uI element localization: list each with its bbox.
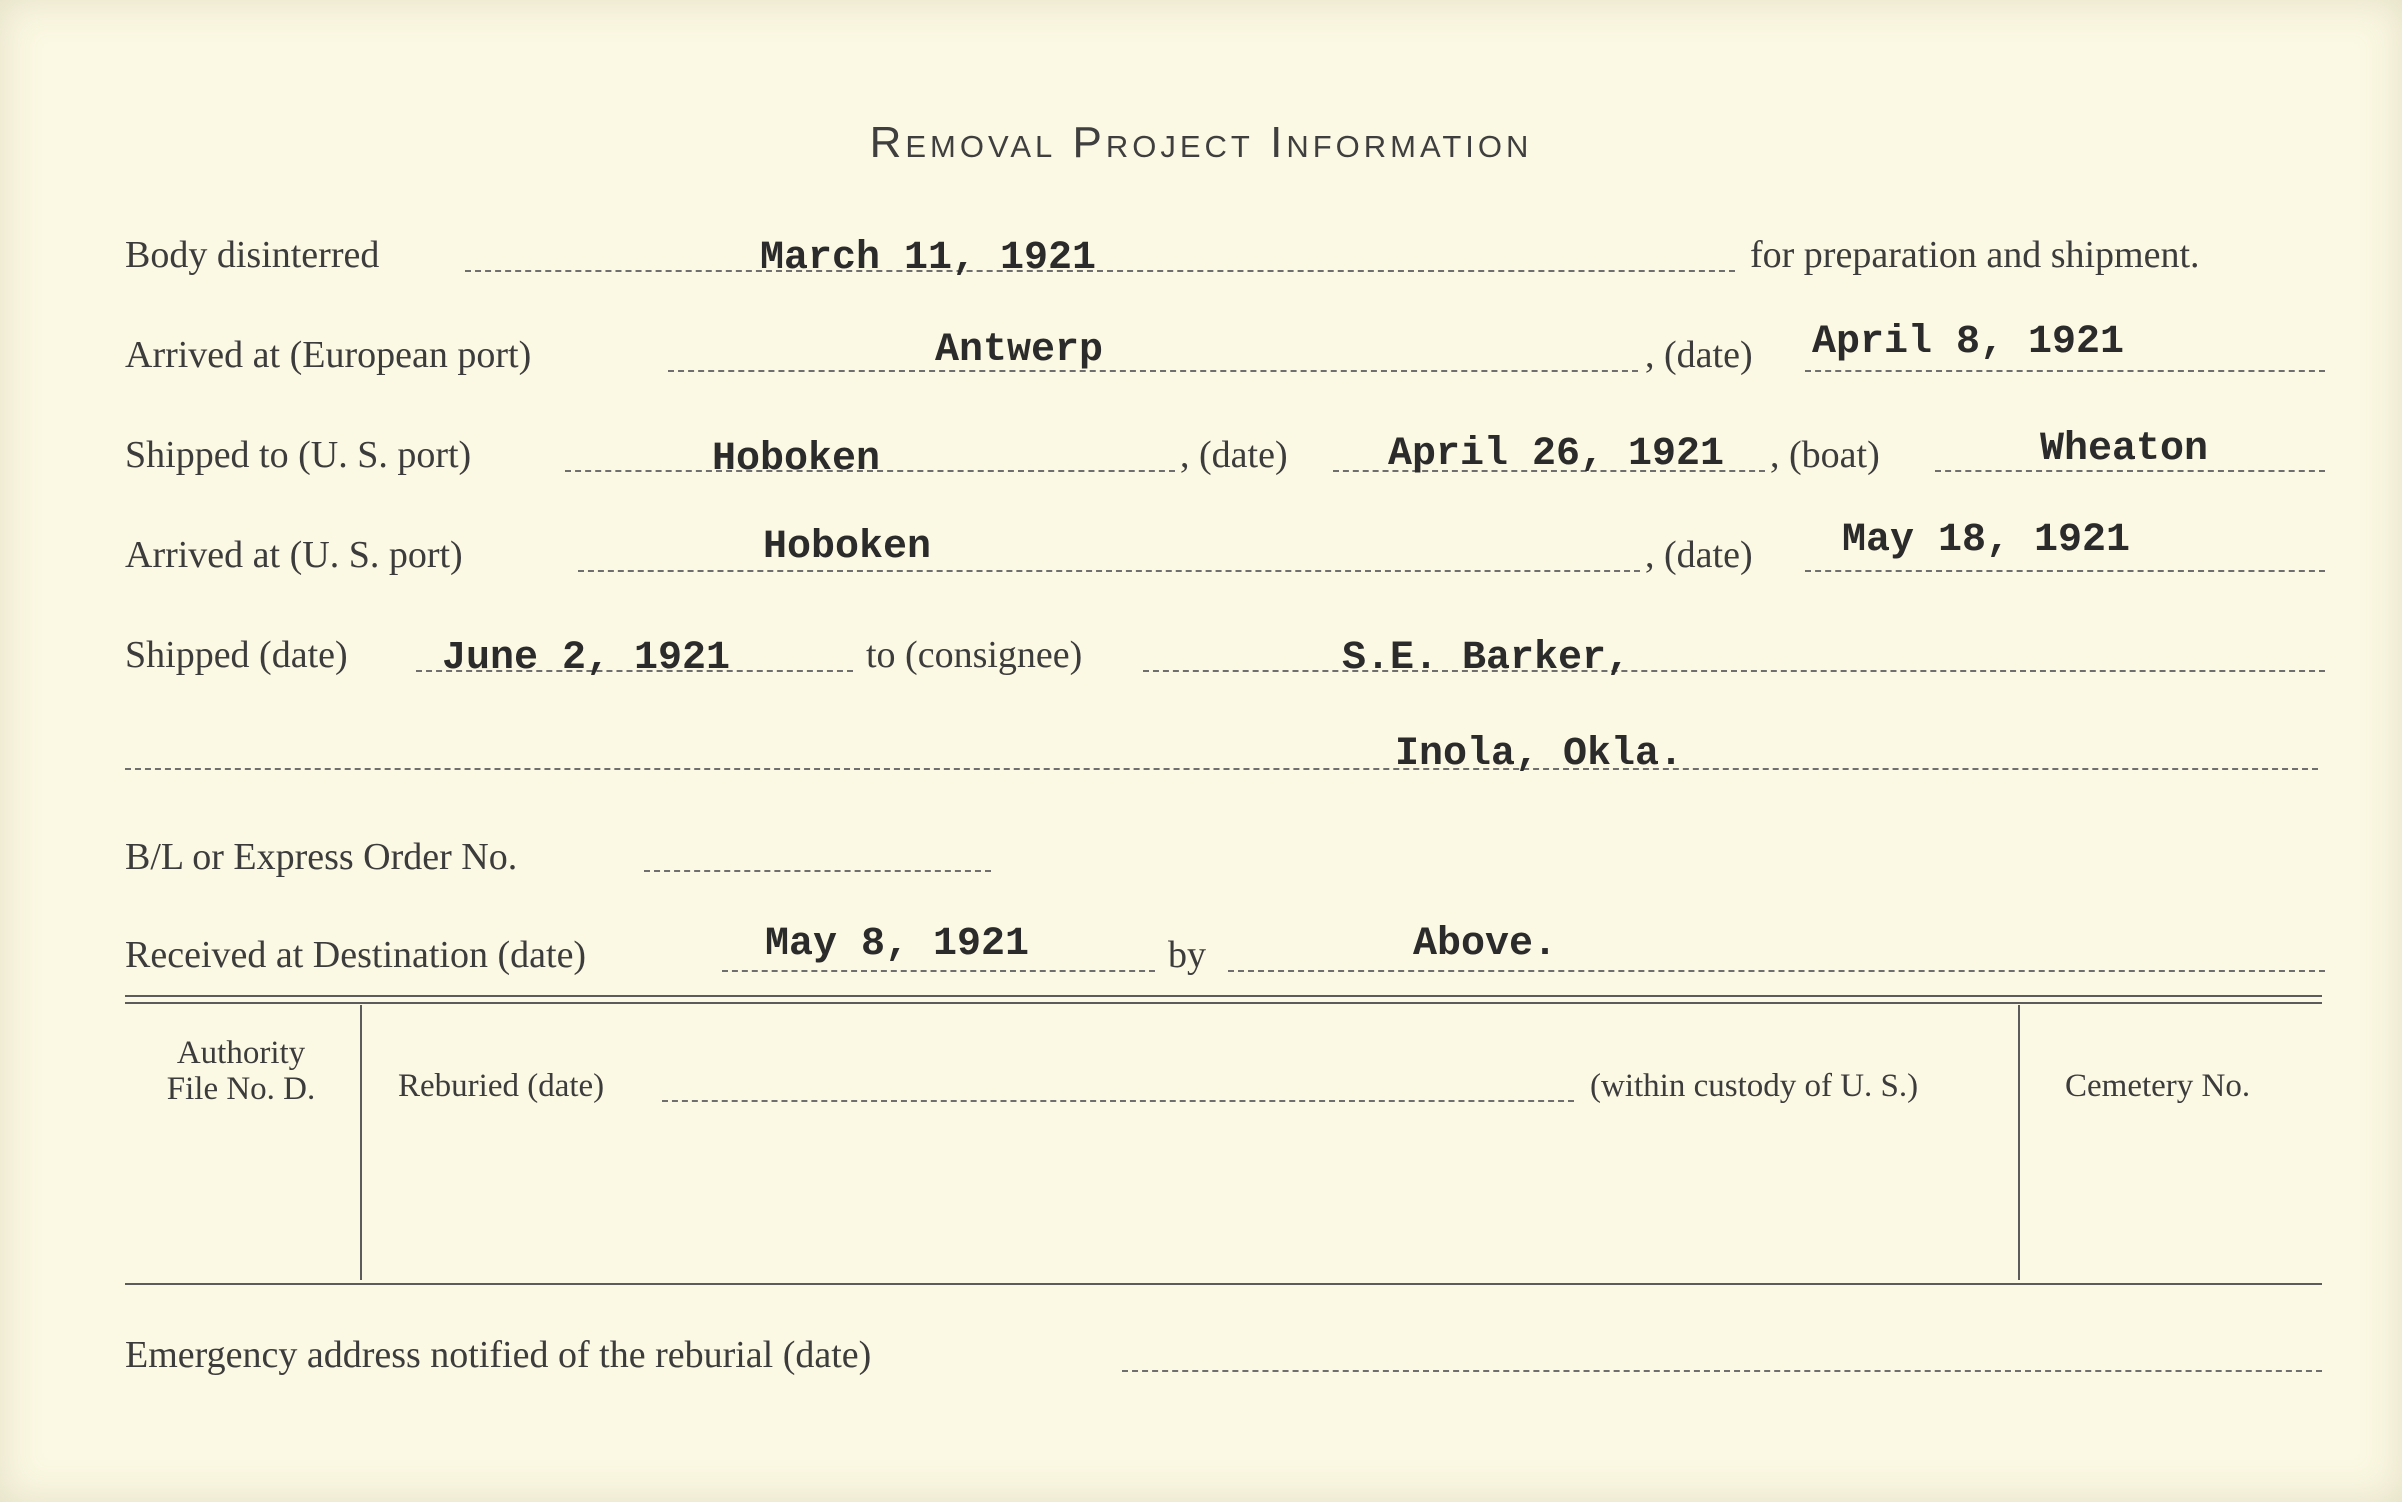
- shipped-date-label: Shipped (date): [125, 634, 348, 676]
- bl-order-label: B/L or Express Order No.: [125, 836, 518, 878]
- body-disinterred-suffix: for preparation and shipment.: [1750, 234, 2200, 276]
- arrived-us-date-label: , (date): [1645, 534, 1753, 576]
- authority-line2: File No. D.: [166, 1071, 316, 1107]
- shipped-us-date-label: , (date): [1180, 434, 1288, 476]
- box-divider-left: [360, 1005, 362, 1280]
- consignee-label: to (consignee): [866, 634, 1083, 676]
- consignee-address-line: [125, 768, 2318, 770]
- shipped-us-date: April 26, 1921: [1388, 432, 1725, 477]
- bl-order-line: [644, 870, 991, 872]
- box-top-rule-inner: [125, 1002, 2322, 1004]
- body-disinterred-value: March 11, 1921: [760, 236, 1097, 281]
- arrived-european-date-label: , (date): [1645, 334, 1753, 376]
- body-disinterred-label: Body disinterred: [125, 234, 380, 276]
- arrived-us-port: Hoboken: [763, 525, 932, 570]
- received-date-line: [722, 970, 1155, 972]
- shipped-us-port: Hoboken: [712, 437, 881, 482]
- consignee-address: Inola, Okla.: [1395, 732, 1684, 777]
- arrived-us-date: May 18, 1921: [1842, 518, 2131, 563]
- cemetery-label: Cemetery No.: [2065, 1068, 2251, 1104]
- arrived-us-port-line: [578, 570, 1640, 572]
- shipped-us-boat-label: , (boat): [1770, 434, 1880, 476]
- arrived-european-date: April 8, 1921: [1812, 320, 2125, 365]
- authority-file-label: [130, 1035, 352, 1107]
- arrived-us-label: Arrived at (U. S. port): [125, 534, 463, 576]
- consignee-line: [1143, 670, 2325, 672]
- body-disinterred-line: [465, 270, 1735, 272]
- reburied-line: [662, 1100, 1574, 1102]
- received-by-line: [1228, 970, 2325, 972]
- received-date: May 8, 1921: [765, 922, 1030, 967]
- shipped-us-boat: Wheaton: [2040, 427, 2209, 472]
- box-bottom-rule: [125, 1283, 2322, 1285]
- box-divider-right: [2018, 1005, 2020, 1280]
- shipped-date-value: June 2, 1921: [442, 636, 731, 681]
- arrived-european-port: Antwerp: [935, 328, 1104, 373]
- reburied-suffix: (within custody of U. S.): [1590, 1068, 1919, 1104]
- arrived-european-port-line: [668, 370, 1638, 372]
- shipped-us-label: Shipped to (U. S. port): [125, 434, 472, 476]
- received-label: Received at Destination (date): [125, 934, 587, 976]
- received-by: Above.: [1413, 922, 1558, 967]
- emergency-line: [1122, 1370, 2322, 1372]
- received-by-label: by: [1168, 934, 1206, 976]
- consignee-name: S.E. Barker,: [1342, 636, 1631, 681]
- arrived-european-label: Arrived at (European port): [125, 334, 532, 376]
- form-title: Removal Project Information: [869, 118, 1533, 167]
- arrived-european-date-line: [1805, 370, 2325, 372]
- authority-line1: Authority: [176, 1035, 306, 1071]
- box-top-rule: [125, 995, 2322, 997]
- arrived-us-date-line: [1805, 570, 2325, 572]
- reburied-label: Reburied (date): [398, 1068, 605, 1104]
- emergency-label: Emergency address notified of the reburial (date): [125, 1334, 872, 1376]
